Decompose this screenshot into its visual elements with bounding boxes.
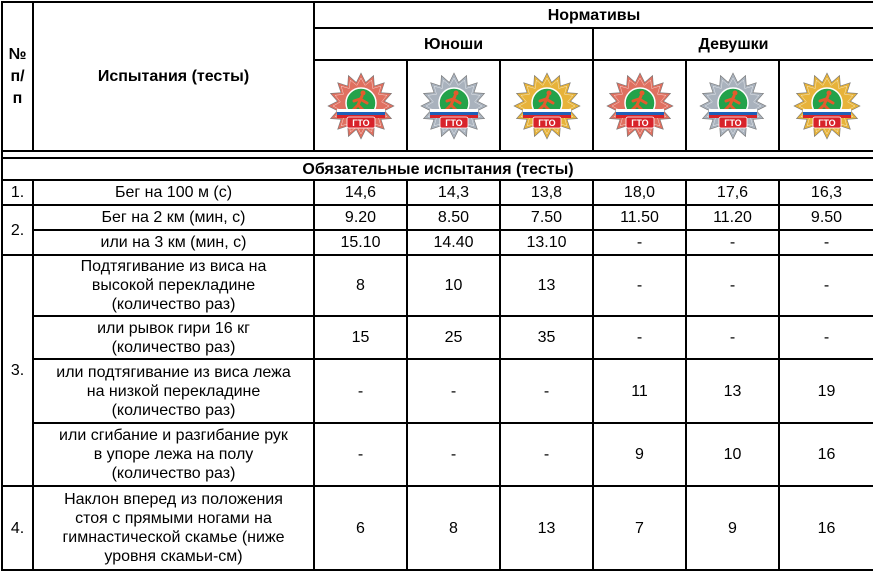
num-col-header-text: № п/п [8,45,27,107]
table-row [2,423,873,486]
test-name: или на 3 км (мин, с) [33,230,314,255]
test-name-line: (количество раз) [111,296,236,313]
value-cell: - [593,316,686,359]
boys-gold-badge-cell [500,60,593,151]
test-name-line: Подтягивание из виса на [80,258,267,275]
value-cell: - [407,423,500,486]
value-cell: 19 [779,359,873,423]
value-cell: 25 [407,316,500,359]
num-col-header [2,2,33,151]
gto-bronze-badge-icon [327,72,395,140]
value-cell: 8 [314,255,407,316]
test-name-line: или сгибание и разгибание рук [59,427,288,444]
girls-bronze-badge-cell [593,60,686,151]
value-cell: 14.40 [407,230,500,255]
value-cell: 13 [686,359,779,423]
test-name: Бег на 100 м (с) [33,180,314,205]
value-cell: 18,0 [593,180,686,205]
header-row-norms [2,2,873,28]
badge-label: ГТО [817,117,836,128]
test-name-line: Наклон вперед из положения [64,491,283,508]
norms-header [314,2,873,28]
value-cell: 7 [593,486,686,570]
value-cell: 11 [593,359,686,423]
value-cell: 13 [500,255,593,316]
value-cell: 13,8 [500,180,593,205]
value-cell: 16 [779,486,873,570]
value-cell: 11.50 [593,205,686,230]
boys-silver-badge-cell [407,60,500,151]
value-cell: 13.10 [500,230,593,255]
row-number: 2. [2,205,33,255]
value-cell: 9.50 [779,205,873,230]
separator-row [2,151,873,158]
value-cell: 6 [314,486,407,570]
value-cell: 15 [314,316,407,359]
row-number: 3. [2,255,33,486]
badge-label: ГТО [537,117,556,128]
girls-gold-badge-cell [779,60,873,151]
test-name-line: в упоре лежа на полу [93,446,254,463]
table-row [2,230,873,255]
test-name-line: на низкой перекладине [86,382,261,400]
value-cell: 10 [686,423,779,486]
test-name-line: (количество раз) [111,401,236,419]
value-cell: 7.50 [500,205,593,230]
table-row [2,255,873,316]
value-cell: 9 [686,486,779,570]
norms-header-text: Нормативы [547,6,641,24]
table-row [2,359,873,423]
badge-label: ГТО [351,117,370,128]
test-name-line: (количество раз) [111,338,236,356]
badge-label: ГТО [723,117,742,128]
value-cell: - [686,230,779,255]
table-row [2,205,873,230]
test-name [33,359,314,423]
gto-silver-badge-icon [699,72,767,140]
badge-label: ГТО [630,117,649,128]
test-name-line: (количество раз) [111,465,236,482]
value-cell: 9.20 [314,205,407,230]
test-name [33,486,314,570]
value-cell: 13 [500,486,593,570]
row-number: 4. [2,486,33,570]
girls-header [593,28,873,60]
tests-col-header [33,2,314,151]
table-row [2,486,873,570]
value-cell: 14,6 [314,180,407,205]
value-cell: - [314,423,407,486]
value-cell: 9 [593,423,686,486]
value-cell: 11.20 [686,205,779,230]
gto-gold-badge-icon [513,72,581,140]
section-title-row [2,158,873,180]
tests-col-header-text: Испытания (тесты) [97,68,250,85]
value-cell: - [500,359,593,423]
gto-gold-badge-icon [793,72,861,140]
value-cell: - [407,359,500,423]
value-cell: 16,3 [779,180,873,205]
boys-header-text: Юноши [423,35,484,53]
boys-header [314,28,593,60]
badge-label: ГТО [444,117,463,128]
value-cell: 8.50 [407,205,500,230]
value-cell: - [686,255,779,316]
gto-silver-badge-icon [420,72,488,140]
value-cell: 8 [407,486,500,570]
test-name-line: или подтягивание из виса лежа [56,363,291,381]
row-number: 1. [2,180,33,205]
value-cell: 15.10 [314,230,407,255]
section-title [2,158,873,180]
test-name-line: гимнастической скамье (ниже [62,529,285,546]
table-row [2,316,873,359]
value-cell: 10 [407,255,500,316]
value-cell: - [500,423,593,486]
girls-header-text: Девушки [698,35,769,53]
value-cell: 17,6 [686,180,779,205]
test-name: Бег на 2 км (мин, с) [33,205,314,230]
test-name-line: высокой перекладине [91,277,256,294]
gto-bronze-badge-icon [606,72,674,140]
value-cell: - [779,316,873,359]
girls-silver-badge-cell [686,60,779,151]
test-name-line: уровня скамьи-см) [104,548,243,565]
value-cell: - [686,316,779,359]
value-cell: 14,3 [407,180,500,205]
value-cell: 35 [500,316,593,359]
test-name-line: стоя с прямыми ногами на [75,510,272,527]
test-name [33,423,314,486]
separator-cell [2,151,873,158]
test-name [33,316,314,359]
value-cell: - [779,255,873,316]
test-name [33,255,314,316]
value-cell: - [314,359,407,423]
test-name-line: или рывок гири 16 кг [97,319,250,337]
value-cell: 16 [779,423,873,486]
normatives-table [1,1,873,571]
value-cell: - [779,230,873,255]
value-cell: - [593,230,686,255]
boys-bronze-badge-cell [314,60,407,151]
value-cell: - [593,255,686,316]
table-row [2,180,873,205]
section-title-text: Обязательные испытания (тесты) [302,160,574,178]
